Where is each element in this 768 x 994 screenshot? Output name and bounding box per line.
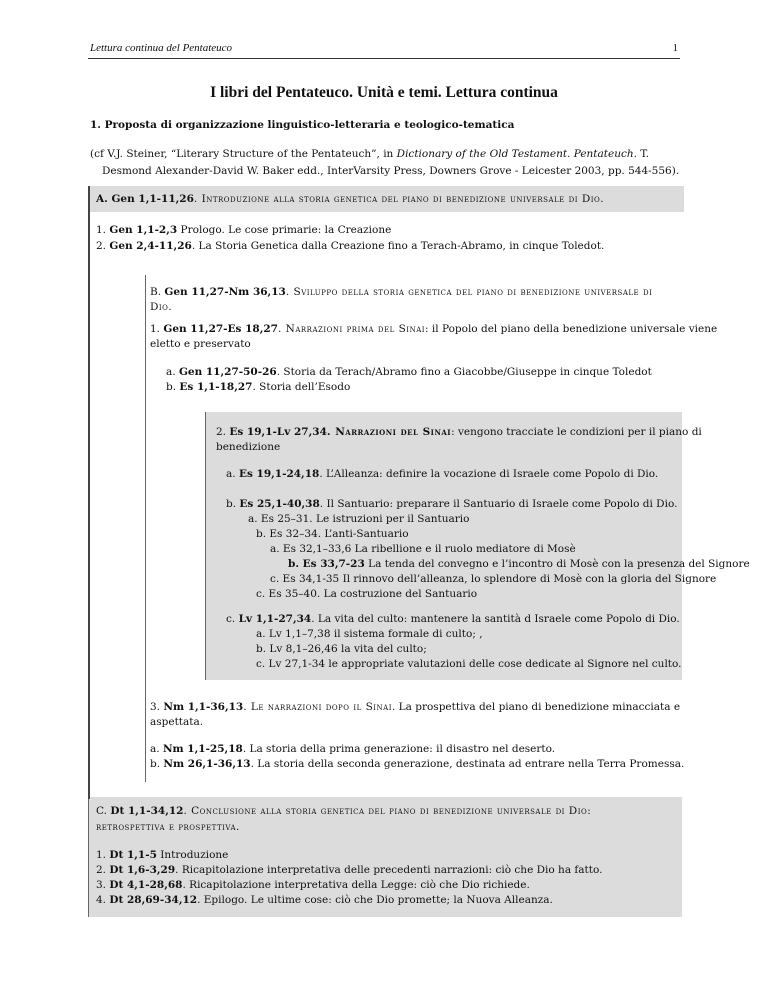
section-b2-item-c-b: b. Lv 8,1–26,46 la vita del culto; bbox=[256, 643, 427, 655]
section-c-item-3: 3. Dt 4,1-28,68. Ricapitolazione interpretativa della Legge: ciò che Dio richiede. bbox=[96, 879, 530, 891]
section-c-item-4: 4. Dt 28,69-34,12. Epilogo. Le ultime cose: ciò che Dio promette; la Nuova Alleanza. bbox=[96, 894, 553, 906]
section-c-heading-cont: retrospettiva e prospettiva. bbox=[96, 821, 240, 833]
section-b2-heading-cont: benedizione bbox=[216, 441, 281, 453]
section-heading: 1. Proposta di organizzazione linguistico-letteraria e teologico-tematica bbox=[90, 119, 515, 131]
header-rule bbox=[88, 58, 680, 59]
section-b1-heading: 1. Gen 11,27-Es 18,27. Narrazioni prima del Sinai: il Popolo del piano della benedizione universale viene bbox=[150, 323, 718, 335]
section-b2-item-b-b-c: c. Es 34,1-35 Il rinnovo dell’alleanza, lo splendore di Mosè con la gloria del Signore bbox=[270, 573, 717, 585]
section-b3-item-b: b. Nm 26,1-36,13. La storia della seconda generazione, destinata ad entrare nella Terra Promessa. bbox=[150, 758, 685, 770]
section-b2-item-b-b: b. Es 32–34. L’anti-Santuario bbox=[256, 528, 409, 540]
section-c-item-1: 1. Dt 1,1-5 Introduzione bbox=[96, 849, 229, 861]
section-b2-item-b-b-a: a. Es 32,1–33,6 La ribellione e il ruolo mediatore di Mosè bbox=[270, 543, 576, 555]
section-c-item-2: 2. Dt 1,6-3,29. Ricapitolazione interpretativa delle precedenti narrazioni: ciò che Dio ha fatto. bbox=[96, 864, 603, 876]
section-b2-item-c-c: c. Lv 27,1-34 le appropriate valutazioni delle cose dedicate al Signore nel culto. bbox=[256, 658, 682, 670]
section-b1-item-b: b. Es 1,1-18,27. Storia dell’Esodo bbox=[166, 381, 351, 393]
section-a-item-2: 2. Gen 2,4-11,26. La Storia Genetica dalla Creazione fino a Terach-Abramo, in cinque Toledot. bbox=[96, 240, 605, 252]
section-b2-item-b-b-b: b. Es 33,7-23 La tenda del convegno e l’incontro di Mosè con la presenza del Signore bbox=[288, 558, 750, 570]
section-b-left-rule bbox=[145, 372, 146, 782]
section-b-heading: B. Gen 11,27-Nm 36,13. Sviluppo della storia genetica del piano di benedizione universale di bbox=[150, 286, 653, 298]
outline-left-rule bbox=[88, 186, 90, 799]
section-b3-heading: 3. Nm 1,1-36,13. Le narrazioni dopo il Sinai. La prospettiva del piano di benedizione minacciata e bbox=[150, 701, 681, 713]
page-title: I libri del Pentateuco. Unità e temi. Lettura continua bbox=[210, 84, 558, 101]
section-b2-item-a: a. Es 19,1-24,18. L’Alleanza: definire la vocazione di Israele come Popolo di Dio. bbox=[226, 468, 659, 480]
section-a-heading: A. Gen 1,1-11,26. Introduzione alla storia genetica del piano di benedizione universale di Dio. bbox=[96, 193, 605, 205]
running-header: Lettura continua del Pentateuco bbox=[90, 42, 233, 54]
section-b3-heading-cont: aspettata. bbox=[150, 716, 204, 728]
section-b1-heading-cont: eletto e preservato bbox=[150, 338, 251, 350]
citation: (cf V.J. Steiner, “Literary Structure of the Pentateuch”, in Dictionary of the Old Testament. Pentateuch. T. Desmond Alexander-David W. Baker edd., InterVarsity Press, Downers Grove - Leicester 2003, pp. 544-556). bbox=[90, 148, 680, 177]
section-b2-item-b: b. Es 25,1-40,38. Il Santuario: preparare il Santuario di Israele come Popolo di Dio. bbox=[226, 498, 678, 510]
section-b1-item-a: a. Gen 11,27-50-26. Storia da Terach/Abramo fino a Giacobbe/Giuseppe in cinque Toledot bbox=[166, 366, 652, 378]
page-number: 1 bbox=[672, 42, 678, 54]
section-c-heading: C. Dt 1,1-34,12. Conclusione alla storia genetica del piano di benedizione universale di Dio: bbox=[96, 805, 592, 817]
section-b2-item-c: c. Lv 1,1-27,34. La vita del culto: mantenere la santità d Israele come Popolo di Dio. bbox=[226, 613, 680, 625]
section-b-heading-cont: Dio. bbox=[150, 301, 173, 313]
section-b3-item-a: a. Nm 1,1-25,18. La storia della prima generazione: il disastro nel deserto. bbox=[150, 743, 556, 755]
section-b2-item-b-a: a. Es 25–31. Le istruzioni per il Santuario bbox=[248, 513, 470, 525]
section-b2-item-b-c: c. Es 35–40. La costruzione del Santuario bbox=[256, 588, 478, 600]
section-b-rule bbox=[145, 275, 146, 375]
section-b2-heading: 2. Es 19,1-Lv 27,34. Narrazioni del Sinai: vengono tracciate le condizioni per il piano di bbox=[216, 426, 702, 438]
section-a-item-1: 1. Gen 1,1-2,3 Prologo. Le cose primarie: la Creazione bbox=[96, 224, 392, 236]
section-b2-item-c-a: a. Lv 1,1–7,38 il sistema formale di culto; , bbox=[256, 628, 483, 640]
